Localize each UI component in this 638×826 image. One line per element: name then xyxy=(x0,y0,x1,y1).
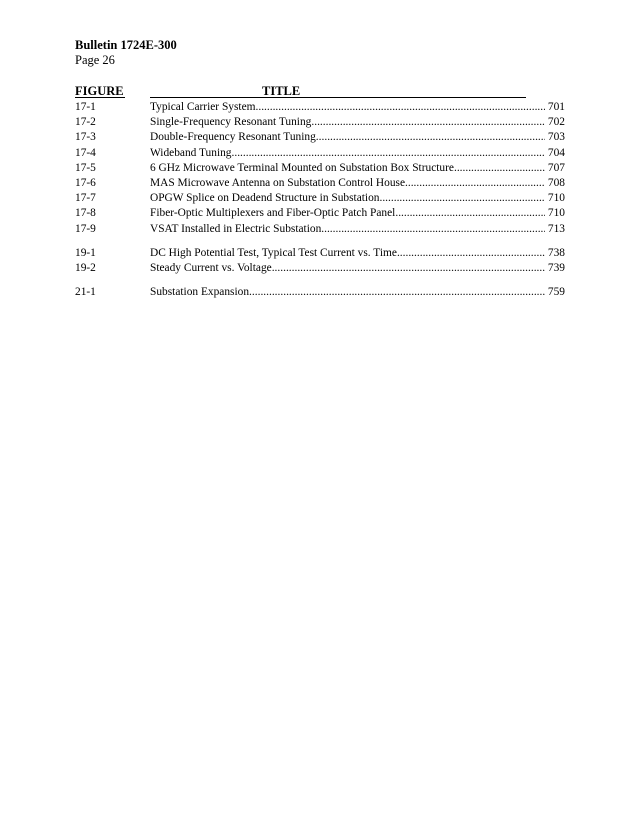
figure-number: 17-1 xyxy=(75,101,96,113)
dot-leader xyxy=(405,176,545,191)
dot-leader xyxy=(256,100,545,115)
figure-page-number: 704 xyxy=(547,146,565,159)
figure-number: 19-2 xyxy=(75,261,96,274)
figure-title-line xyxy=(150,130,565,145)
figure-page-number: 708 xyxy=(547,176,565,189)
dot-leader xyxy=(454,161,545,176)
figure-title: VSAT Installed in Electric Substation xyxy=(150,222,322,235)
figure-number: 17-6 xyxy=(75,176,96,189)
figure-title: MAS Microwave Antenna on Substation Control House xyxy=(150,176,406,189)
figure-entry[interactable] xyxy=(75,146,565,161)
figure-entry[interactable] xyxy=(75,130,565,145)
figure-entry[interactable] xyxy=(75,222,565,237)
figure-title-line xyxy=(150,115,565,130)
figure-entry[interactable] xyxy=(75,161,565,176)
figure-number: 21-1 xyxy=(75,286,96,299)
figure-page-number: 701 xyxy=(547,101,565,113)
figure-title-line xyxy=(150,191,565,206)
figure-entry[interactable] xyxy=(75,261,565,276)
figure-number: 17-2 xyxy=(75,116,96,129)
dot-leader xyxy=(316,130,545,145)
figure-page-number: 710 xyxy=(547,192,565,205)
figure-title: Wideband Tuning xyxy=(150,146,232,159)
figure-entry[interactable] xyxy=(75,246,565,261)
figure-number: 17-5 xyxy=(75,161,96,174)
figure-page-number: 739 xyxy=(547,261,565,274)
figure-number: 19-1 xyxy=(75,246,96,259)
figure-title: Double-Frequency Resonant Tuning xyxy=(150,131,316,144)
figure-page-number: 738 xyxy=(547,246,565,259)
figure-number: 17-8 xyxy=(75,207,96,220)
dot-leader xyxy=(311,115,545,130)
figure-title: OPGW Splice on Deadend Structure in Substation xyxy=(150,192,380,205)
dot-leader xyxy=(249,285,545,300)
title-column-header xyxy=(150,84,526,98)
title-column-header-label: TITLE xyxy=(262,84,301,98)
figure-title-line xyxy=(150,285,565,300)
figure-title: Typical Carrier System xyxy=(150,101,256,113)
figure-title: Fiber-Optic Multiplexers and Fiber-Optic Patch Panel xyxy=(150,207,396,220)
figure-number: 17-4 xyxy=(75,146,96,159)
figure-page-number: 710 xyxy=(547,207,565,220)
dot-leader xyxy=(321,222,545,237)
dot-leader xyxy=(395,206,545,221)
figure-entry[interactable] xyxy=(75,176,565,191)
column-headers xyxy=(75,84,565,98)
figure-title: Substation Expansion xyxy=(150,286,250,299)
dot-leader xyxy=(272,261,545,276)
figure-entry[interactable] xyxy=(75,100,565,115)
figure-title: Single-Frequency Resonant Tuning xyxy=(150,116,312,129)
figure-title-line xyxy=(150,206,565,221)
figure-number: 17-9 xyxy=(75,222,96,235)
figure-title-line xyxy=(150,222,565,237)
figure-entry[interactable] xyxy=(75,115,565,130)
document-page xyxy=(75,38,565,300)
figure-title-line xyxy=(150,146,565,161)
figure-column-header: FIGURE xyxy=(75,84,124,98)
figure-number: 17-3 xyxy=(75,131,96,144)
list-of-figures xyxy=(75,100,565,300)
figure-page-number: 707 xyxy=(547,161,565,174)
figure-title-line xyxy=(150,261,565,276)
figure-title-line xyxy=(150,246,565,261)
figure-page-number: 703 xyxy=(547,131,565,144)
figure-page-number: 702 xyxy=(547,116,565,129)
dot-leader xyxy=(379,191,544,206)
dot-leader xyxy=(232,146,545,161)
figure-title-line xyxy=(150,176,565,191)
figure-entry[interactable] xyxy=(75,206,565,221)
bulletin-number: Bulletin 1724E-300 xyxy=(75,38,177,52)
group-spacer xyxy=(75,276,565,285)
figure-number: 17-7 xyxy=(75,192,96,205)
figure-title: Steady Current vs. Voltage xyxy=(150,261,272,274)
figure-entry[interactable] xyxy=(75,285,565,300)
dot-leader xyxy=(397,246,545,261)
page-number: Page 26 xyxy=(75,53,115,67)
figure-title-line xyxy=(150,161,565,176)
figure-page-number: 759 xyxy=(547,286,565,299)
figure-title-line xyxy=(150,100,565,115)
figure-title: 6 GHz Microwave Terminal Mounted on Substation Box Structure xyxy=(150,161,454,174)
group-spacer xyxy=(75,237,565,246)
figure-title: DC High Potential Test, Typical Test Current vs. Time xyxy=(150,246,397,259)
figure-entry[interactable] xyxy=(75,191,565,206)
figure-page-number: 713 xyxy=(547,222,565,235)
